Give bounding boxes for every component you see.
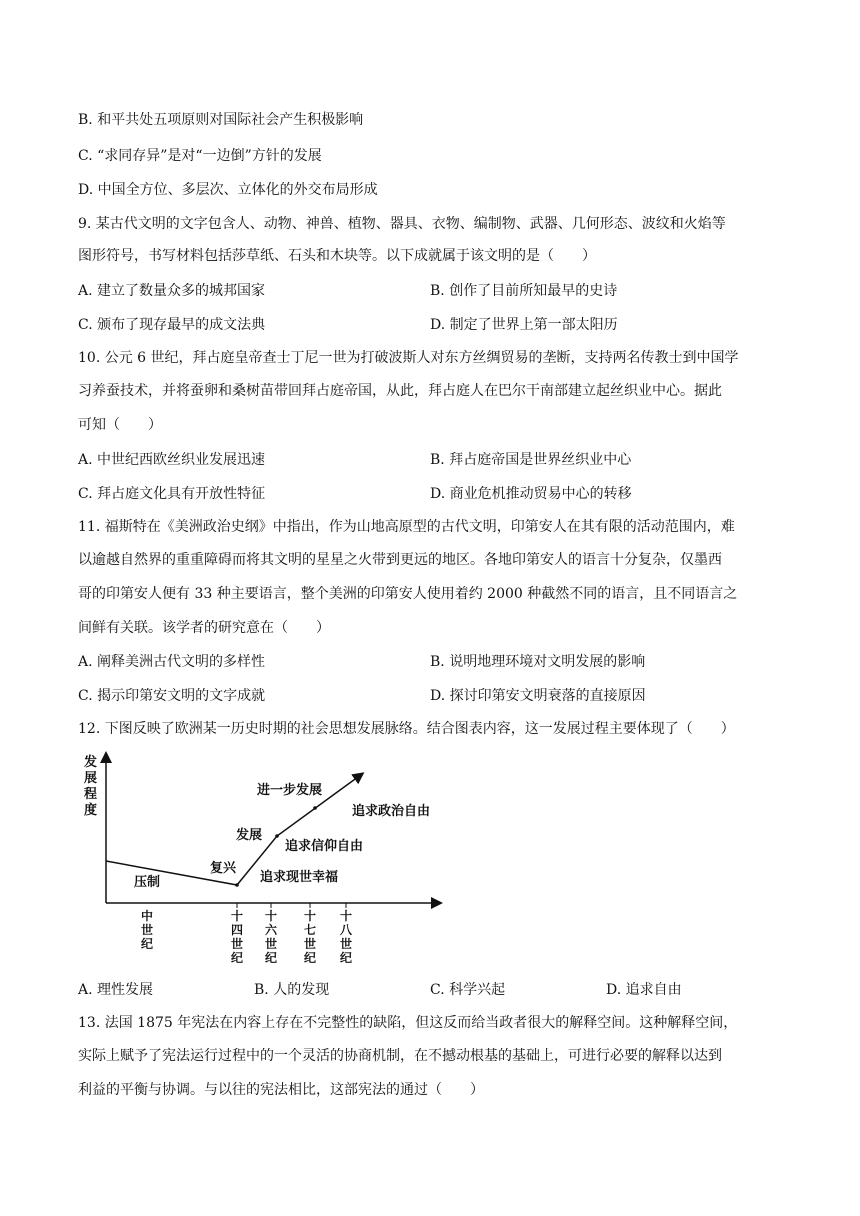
q11-option-d: D. 探讨印第安文明衰落的直接原因 (430, 688, 646, 704)
x-tick-char: 世 (231, 937, 244, 951)
q13-stem-line2: 实际上赋予了宪法运行过程中的一个灵活的协商机制，在不撼动根基的基础上，可进行必要的解释以达到 (78, 1048, 722, 1064)
q10-stem-line3: 可知（ ） (78, 417, 162, 433)
y-axis-label-char: 程 (84, 787, 98, 802)
x-tick-char: 纪 (265, 951, 278, 965)
y-axis-label-char: 展 (84, 771, 98, 786)
x-tick-char: 十 (304, 909, 317, 923)
x-tick-char: 十 (265, 909, 278, 923)
x-tick-char: 纪 (340, 951, 353, 965)
x-tick-char: 十 (340, 909, 353, 923)
q11-option-b: B. 说明地理环境对文明发展的影响 (430, 654, 646, 670)
q12-option-d: D. 追求自由 (606, 982, 682, 998)
q10-option-a: A. 中世纪西欧丝织业发展迅速 (78, 452, 266, 468)
q12-option-c: C. 科学兴起 (430, 982, 506, 998)
q12-option-b: B. 人的发现 (254, 982, 330, 998)
q10-option-c: C. 拜占庭文化具有开放性特征 (78, 486, 266, 502)
x-tick-char: 十 (231, 909, 244, 923)
q12-option-a: A. 理性发展 (78, 982, 154, 998)
x-tick-char: 世 (265, 937, 278, 951)
x-tick-char: 纪 (304, 951, 317, 965)
x-tick-char: 七 (304, 923, 317, 937)
label-revival: 复兴 (210, 861, 237, 876)
development-diagram (72, 748, 452, 970)
curve-point (313, 806, 317, 810)
q10-option-d: D. 商业危机推动贸易中心的转移 (430, 486, 632, 502)
q11-option-a: A. 阐释美洲古代文明的多样性 (78, 654, 266, 670)
q13-stem-line3: 利益的平衡与协调。与以往的宪法相比，这部宪法的通过（ ） (78, 1082, 484, 1098)
q9-option-b: B. 创作了目前所知最早的史诗 (430, 283, 618, 299)
x-tick-medieval (141, 908, 153, 951)
q11-stem-line2: 以逾越自然界的重重障碍而将其文明的星星之火带到更远的地区。各地印第安人的语言十分复杂，仅墨西 (78, 552, 722, 568)
q9-stem-line1: 9. 某古代文明的文字包含人、动物、神兽、植物、器具、衣物、编制物、武器、几何形态、波纹和火焰等 (78, 216, 726, 232)
label-pursue-faith: 追求信仰自由 (285, 839, 364, 854)
x-tick-16th-century (265, 903, 278, 965)
x-tick-char: 八 (340, 923, 353, 937)
x-tick-char: 纪 (141, 937, 154, 951)
q11-stem-line3: 哥的印第安人便有 33 种主要语言，整个美洲的印第安人使用着约 2000 种截然不同的语言，且不同语言之 (78, 586, 738, 602)
y-axis-label-char: 发 (84, 755, 98, 770)
q10-stem-line1: 10. 公元 6 世纪，拜占庭皇帝查士丁尼一世为打破波斯人对东方丝绸贸易的垄断，支持两名传教士到中国学 (78, 350, 739, 366)
q11-stem-line4: 间鲜有关联。该学者的研究意在（ ） (78, 620, 330, 636)
x-tick-17th-century (304, 903, 316, 965)
y-axis-label-char: 度 (84, 803, 98, 818)
curve-turning-point (235, 883, 239, 887)
x-tick-char: 世 (340, 937, 353, 951)
q8-option-c: C. “求同存异”是对“一边倒”方针的发展 (78, 148, 322, 164)
q8-option-d: D. 中国全方位、多层次、立体化的外交布局形成 (78, 182, 378, 198)
x-tick-char: 中 (141, 909, 154, 923)
x-tick-18th-century (340, 903, 353, 965)
q9-option-c: C. 颁布了现存最早的成文法典 (78, 317, 266, 333)
label-further-develop: 进一步发展 (257, 783, 323, 798)
x-tick-char: 纪 (231, 951, 244, 965)
label-pursue-politics: 追求政治自由 (352, 804, 431, 819)
x-tick-14th-century (231, 903, 243, 965)
label-pursue-happiness: 追求现世幸福 (260, 870, 339, 885)
q9-stem-line2: 图形符号，书写材料包括莎草纸、石头和木块等。以下成就属于该文明的是（ ） (78, 248, 596, 264)
q12-stem: 12. 下图反映了欧洲某一历史时期的社会思想发展脉络。结合图表内容，这一发展过程主要体现了（ ） (78, 721, 735, 737)
q9-option-a: A. 建立了数量众多的城邦国家 (78, 283, 266, 299)
curve-point (275, 834, 279, 838)
q8-option-b: B. 和平共处五项原则对国际社会产生积极影响 (78, 112, 364, 128)
q9-option-d: D. 制定了世界上第一部太阳历 (430, 317, 618, 333)
label-suppress: 压制 (134, 875, 161, 890)
q11-option-c: C. 揭示印第安文明的文字成就 (78, 688, 266, 704)
q13-stem-line1: 13. 法国 1875 年宪法在内容上存在不完整性的缺陷，但这反而给当政者很大的解释空间。这种解释空间， (78, 1015, 738, 1031)
x-tick-char: 六 (265, 923, 278, 937)
x-tick-char: 世 (141, 923, 154, 937)
q11-stem-line1: 11. 福斯特在《美洲政治史纲》中指出，作为山地高原型的古代文明，印第安人在其有限的活动范围内，难 (78, 519, 735, 535)
x-tick-char: 世 (304, 937, 317, 951)
q10-stem-line2: 习养蚕技术，并将蚕卵和桑树苗带回拜占庭帝国，从此，拜占庭人在巴尔干南部建立起丝织业中心。据此 (78, 383, 722, 399)
x-tick-char: 四 (231, 923, 244, 937)
label-develop: 发展 (236, 828, 263, 843)
q10-option-b: B. 拜占庭帝国是世界丝织业中心 (430, 452, 632, 468)
